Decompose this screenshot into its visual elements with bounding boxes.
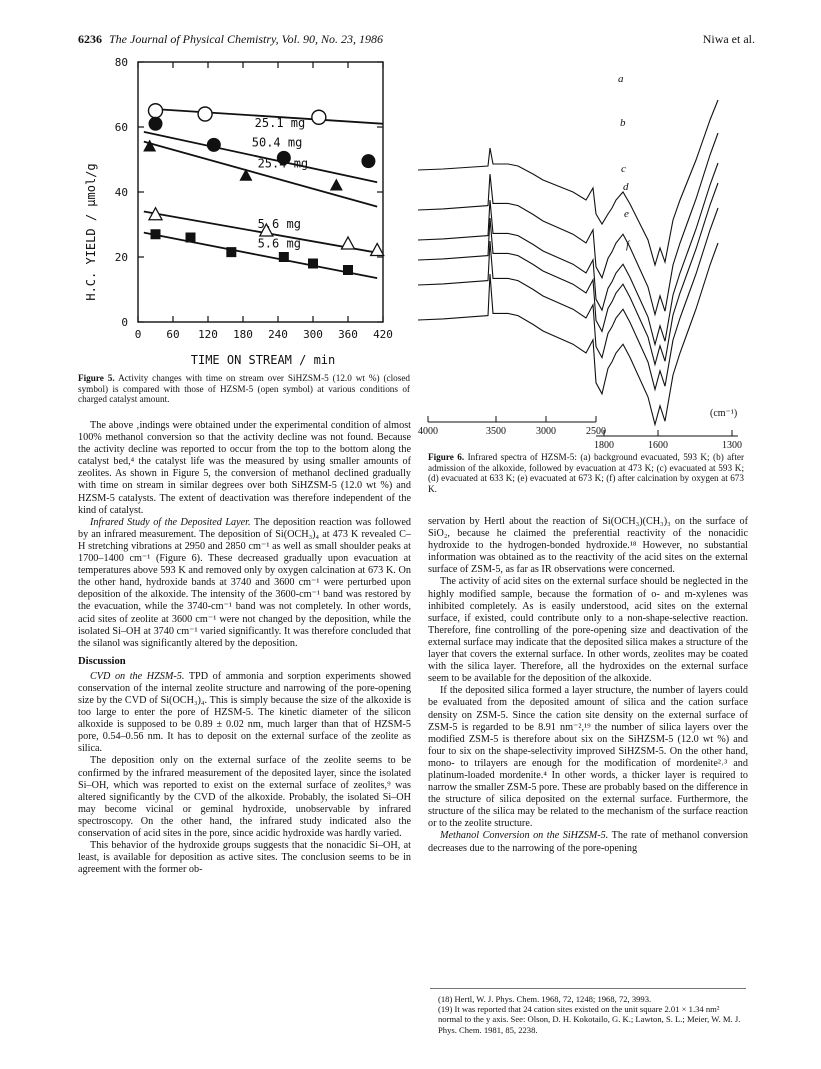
data-point: [312, 110, 326, 124]
ir-curve-label: e: [624, 208, 629, 220]
x-tick-label: 60: [166, 328, 180, 341]
authors-header: Niwa et al.: [702, 32, 755, 46]
x-tick-label: 180: [233, 328, 253, 341]
y-tick-label: 60: [114, 121, 128, 134]
right-column: [428, 516, 748, 855]
paragraph: This behavior of the hydroxide groups suggests that the nonacidic Si–OH, at least, is available for deposition as active sites. The conclusion seems to be in agreement with the former ob-: [78, 840, 411, 876]
paragraph: If the deposited silica formed a layer structure, the number of layers could be evaluated from the deposited amount of silica and the cation surface density on ZSM-5. Since the cation site density on the external surface of ZSM-5 is regarded to be 8.91 nm⁻²,¹⁹ the number of silica layers over the modified ZSM-5 is therefore about six on the SiHZSM-5 (12.0 wt %) and four to six on the shape-selectivity improved SiHZSM-5. On the other hand, mono- to trilayers are enough for the modification of mordenite²˒³ and platinum-loaded mordenite.⁴ In other words, a thicker layer is required to narrow the smaller ZSM-5 pore. These are probably based on the difference in the structure of silica deposited on the external surface. Furthermore, the structure of the silica may be related to the mechanism of the surface reaction or to the zeolite structure.: [428, 685, 748, 830]
ir-spectra-curves: [418, 100, 718, 425]
ir-curve-label: f: [626, 239, 630, 251]
chart-series-labels: [252, 116, 308, 250]
ir-spectrum-curve: [418, 100, 718, 265]
data-point: [361, 154, 375, 168]
ir-axis-tick-label: 4000: [418, 426, 438, 437]
x-tick-label: 0: [134, 328, 142, 341]
ir-spectrum-curve: [418, 183, 718, 365]
section-heading: Discussion: [78, 655, 126, 667]
data-point: [343, 265, 353, 275]
x-tick-label: 420: [373, 328, 393, 341]
ir-curve-label: c: [621, 163, 626, 175]
paragraph-text: The deposition reaction was followed by an infrared measurement. The deposition of Si(OCH₃)₄ at 473 K revealed C–H stretching vibrations at 2950 and 2850 cm⁻¹ as well as small shoulder peaks at 1700–1400 cm⁻¹ (Figure 6). These decreased gradually upon evacuation at temperatures above 593 K and removed only by oxygen calcination at 673 K. On the other hand, hydroxide bands at 3740 and 3600 cm⁻¹ were perturbed upon deposition of the alkoxide. The intensity of the 3600-cm⁻¹ band was restored by the evacuation, while the 3740-cm⁻¹ band was not completely. In other words, acid sites of zeolite at 3600 cm⁻¹ were not changed by the deposition, while the isolated Si–OH at 3740 cm⁻¹ varied significantly. It was therefore concluded that the silanol was significantly altered by the deposition.: [78, 516, 411, 649]
running-header: [78, 32, 383, 47]
footnote-divider: [430, 988, 746, 989]
data-point: [308, 259, 318, 269]
references: [438, 994, 744, 1035]
chart-y-axis-label: H.C. YIELD / μmol/g: [84, 163, 98, 301]
series-label: 25.4 mg: [257, 156, 309, 171]
x-tick-label: 360: [338, 328, 358, 341]
figure-6-caption: [428, 452, 744, 494]
data-point: [226, 247, 236, 257]
paragraph: The above ‚indings were obtained under the experimental condition of almost 100% methanol conversion so that the activity decline was not found. Because the activity decline was reported to occur from the top to the bottom along the catalyst bed,⁴ the catalyst life was the measured by using smaller amounts of zeolites. As shown in Figure 5, the conversion of methanol declined gradually with time on stream in similar degrees over both SiHZSM-5 (12.0 wt %) and HZSM-5 catalysts. The extent of deactivation was therefore independent of the kind of catalyst.: [78, 420, 411, 516]
ir-axis-tick-label: 2500: [586, 426, 606, 437]
paragraph: The deposition only on the external surface of the zeolite seems to be confirmed by the infrared measurement of the deposited layer, since the isolated Si–OH, which was reported to exist on the external surface of zeolites,⁹ was altered significantly by the CVD of the alkoxide. Probably, the isolated Si–OH may become vicinal or geminal hydroxide, unobservable by infrared spectroscopy. On the other hand, the infrared study indicated also the conservation of acid sites in the pore, since acidic hydroxide was hardly varied.: [78, 755, 411, 839]
paragraph-text: TPD of ammonia and sorption experiments showed conservation of the internal zeolite structure and narrowing of the pore-opening size by the CVD of Si(OCH₃)₄. This is simply because the size of the alkoxide is too large to enter the pore of HZSM-5. The kinetic diameter of the silicon alkoxide is supposed to be 0.89 ± 0.02 nm, much larger than that of HZSM-5 pore, 0.54–0.56 nm. It has to deposit on the external surface of the zeolite as silica.: [78, 670, 411, 755]
paragraph-run-in-title: Infrared Study of the Deposited Layer.: [90, 516, 251, 528]
chart-fit-lines: [144, 109, 383, 278]
figure-5-caption-label: Figure 5.: [78, 373, 115, 383]
data-point: [149, 104, 163, 118]
paragraph-run-in-title: Methanol Conversion on the SiHZSM-5.: [440, 830, 609, 842]
reference-18: (18) Hertl, W. J. Phys. Chem. 1968, 72, 1248; 1968, 72, 3993.: [438, 994, 652, 1004]
ir-axis-tick-label: 1300: [722, 440, 742, 451]
ir-curve-labels: [618, 73, 631, 251]
ir-wavenumber-axis: [418, 408, 742, 451]
ir-axis-tick-label: 1800: [594, 440, 614, 451]
series-label: 50.4 mg: [251, 135, 303, 150]
x-tick-label: 240: [268, 328, 288, 341]
reference-19: (19) It was reported that 24 cation sites existed on the unit square 2.01 × 1.34 nm² normal to the y axis. See: Olson, D. H. Kokotailo, G. K.; Lawton, S. L.; Meier, W. M. J. Phys. Chem. 1981, 85, 2238.: [438, 1004, 741, 1035]
ir-spectrum-curve: [418, 208, 718, 390]
data-point: [279, 252, 289, 262]
paragraph-run-in-title: CVD on the HZSM-5.: [90, 670, 185, 682]
ir-axis-tick-label: 3500: [486, 426, 506, 437]
y-tick-label: 20: [114, 251, 128, 264]
x-tick-label: 300: [303, 328, 323, 341]
journal-citation: The Journal of Physical Chemistry, Vol. 90, No. 23, 1986: [109, 32, 383, 46]
paragraph-text: The rate of methanol conversion decreases due to the narrowing of the pore-opening: [428, 830, 748, 854]
figure-6-caption-label: Figure 6.: [428, 452, 465, 462]
paragraph: servation by Hertl about the reaction of Si(OCH₃)(CH₃)₃ on the surface of SiO₂, because he claimed the preferential reactivity of the nonacidic hydroxide to the hydrogen-bonded hydroxide.¹⁸ However, no substantial information was obtained as to the reactivity of the acid sites on the external surface of ZSM-5, as far as IR observations were concerned.: [428, 516, 748, 576]
data-point: [342, 237, 355, 249]
left-column: [78, 420, 411, 876]
paragraph: [78, 671, 411, 756]
ir-axis-tick-label: 1600: [648, 440, 668, 451]
ir-spectrum-curve: [418, 133, 718, 315]
figure-5-caption: [78, 373, 410, 405]
figure-6-caption-text: Infrared spectra of HZSM-5: (a) background evacuated, 593 K; (b) after admission of the alkoxide, followed by evacuation at 473 K; (c) evacuated at 593 K; (d) evacuated at 633 K; (e) evacuated at 673 K; (f) after calcination by oxygen at 673 K.: [428, 452, 745, 494]
figure-5-chart: [78, 52, 408, 372]
series-label: 5.6 mg: [257, 216, 301, 231]
paragraph: [78, 517, 411, 650]
ir-curve-label: b: [620, 117, 626, 129]
page-number: 6236: [78, 32, 102, 46]
data-point: [198, 107, 212, 121]
ir-curve-label: a: [618, 73, 624, 85]
data-point: [371, 244, 384, 256]
chart-x-axis-label: TIME ON STREAM / min: [190, 353, 336, 367]
plot-frame: [138, 62, 383, 322]
figure-5-caption-text: Activity changes with time on stream over SiHZSM-5 (12.0 wt %) (closed symbol) is compared with those of HZSM-5 (open symbol) at various conditions of charged catalyst amount.: [78, 373, 410, 405]
ir-curve-label: d: [623, 181, 629, 193]
data-point: [330, 179, 343, 191]
figure-6-ir-spectra: [418, 60, 748, 458]
paragraph: [428, 830, 748, 854]
ir-axis-unit: (cm⁻¹): [710, 408, 738, 419]
series-label: 25.1 mg: [254, 116, 306, 130]
data-point: [207, 138, 221, 152]
x-tick-label: 120: [198, 328, 218, 341]
y-tick-label: 80: [114, 56, 128, 69]
data-point: [186, 233, 196, 243]
ir-axis-tick-label: 3000: [536, 426, 556, 437]
ir-spectrum-curve: [418, 243, 718, 425]
data-point: [151, 229, 161, 239]
data-point: [149, 117, 163, 131]
paragraph: The activity of acid sites on the external surface should be neglected in the highly modified sample, because the formation of o- and m-xylenes was inhibited completely. As is easily understood, acid sites on the external surface, if existed, could contribute only to a non-shape-selective reaction. Therefore, fine controlling of the pore-opening size and deactivation of the external surface may indicate that the deposited silica makes a structure of the layer that covers the external surface. In other words, zeolites may be coated with the silica layer. Therefore, all the hydroxides on the external surface seem to be available for the deposition of the alkoxide.: [428, 576, 748, 685]
y-tick-label: 40: [114, 186, 128, 199]
series-label: 5.6 mg: [257, 236, 301, 251]
y-tick-label: 0: [121, 316, 128, 329]
